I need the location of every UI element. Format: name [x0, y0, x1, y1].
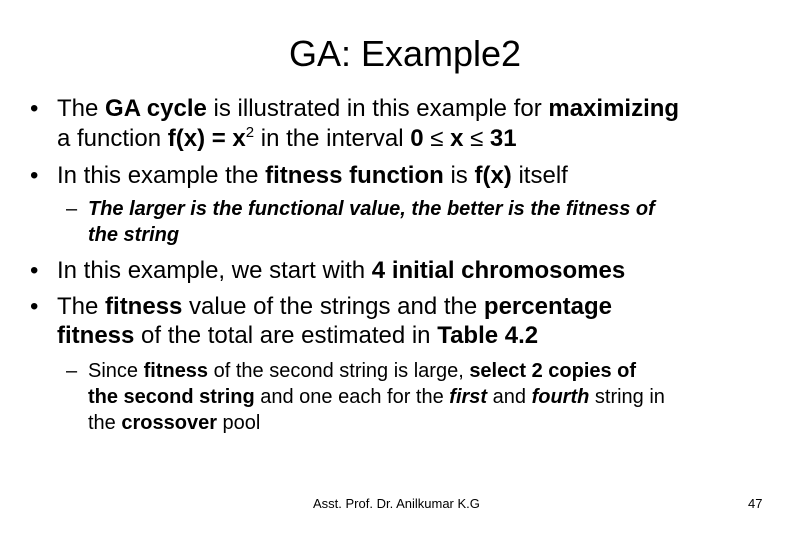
bullet-1-line-2: a function $f(x) = x^2$ in the interval 0 ≤ x ≤ 31 — [57, 124, 517, 152]
bullet-4-line-1: The fitness value of the strings and the percentage — [57, 293, 612, 320]
bullet-marker: • — [30, 293, 39, 320]
sub-bullet-2-line-2: the second string and one each for the first and fourth string in — [88, 386, 665, 408]
bullet-3-line-1: In this example, we start with 4 initial chromosomes — [57, 257, 626, 284]
sub-bullet-2-line-3: the crossover pool — [88, 412, 261, 434]
bullet-2-line-1: In this example the fitness function is f(x) itself — [57, 162, 568, 189]
sub-bullet-marker: – — [66, 198, 78, 220]
sub-bullet-marker: – — [66, 360, 78, 382]
bullet-marker: • — [30, 95, 39, 122]
sub-bullet-1-line-2: the string — [88, 224, 180, 246]
bullet-4-line-2: fitness of the total are estimated in Table 4.2 — [57, 322, 539, 349]
page-number: 47 — [748, 496, 763, 511]
footer-author: Asst. Prof. Dr. Anilkumar K.G — [313, 496, 480, 511]
bullet-marker: • — [30, 257, 39, 284]
sub-bullet-2-line-1: Since fitness of the second string is large, select 2 copies of — [88, 360, 637, 382]
bullet-1-line-1: The GA cycle is illustrated in this example for maximizing — [57, 95, 680, 122]
sub-bullet-1-line-1: The larger is the functional value, the better is the fitness of — [88, 198, 655, 220]
slide-title: GA: Example2 — [288, 33, 522, 74]
bullet-marker: • — [30, 162, 39, 189]
